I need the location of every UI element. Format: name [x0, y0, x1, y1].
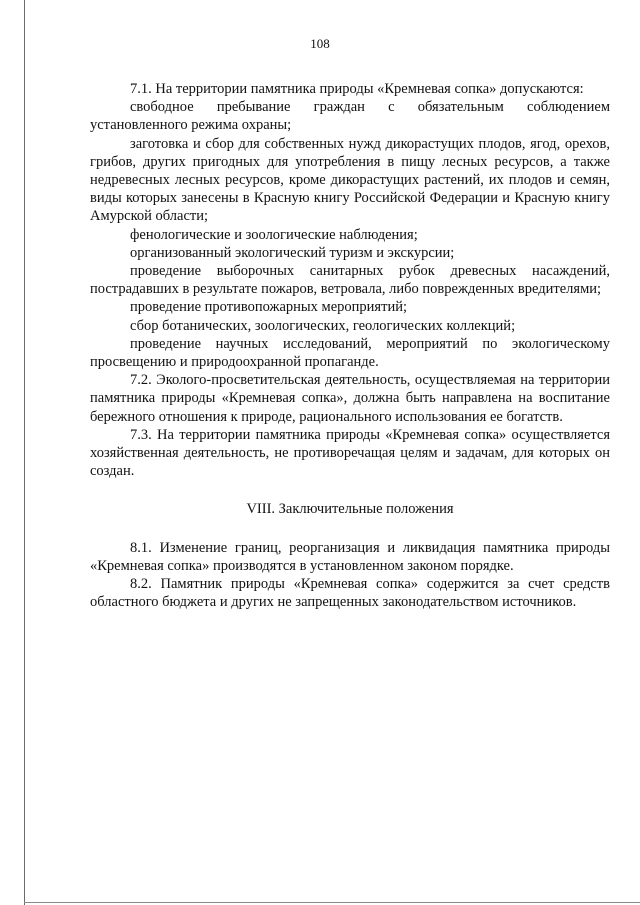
paragraph-tourism: организованный экологический туризм и экскурсии;	[130, 244, 455, 261]
paragraph-collections: сбор ботанических, зоологических, геологических коллекций;	[130, 317, 516, 334]
paragraph-7-1: 7.1. На территории памятника природы «Кремневая сопка» допускаются:	[130, 81, 584, 97]
document-body	[90, 80, 610, 611]
paragraph-free-stay: свободное пребывание граждан с обязательным соблюдением установленного режима охраны;	[90, 99, 610, 134]
paragraph-sanitary-cutting: проведение выборочных санитарных рубок древесных насаждений, пострадавших в результате пожаров, ветровала, либо поврежденных вредителями;	[90, 263, 610, 298]
paragraph-fire-prevention: проведение противопожарных мероприятий;	[130, 299, 407, 316]
paragraph-8-2: 8.2. Памятник природы «Кремневая сопка» содержится за счет средств областного бюджета и других не запрещенных законодательством источников.	[90, 576, 610, 611]
scan-left-edge	[24, 0, 25, 905]
page-number: 108	[310, 36, 330, 51]
paragraph-observations: фенологические и зоологические наблюдения;	[130, 226, 418, 243]
paragraph-8-1: 8.1. Изменение границ, реорганизация и ликвидация памятника природы «Кремневая сопка» производятся в установленном законом порядке.	[90, 539, 610, 574]
section-heading: VIII. Заключительные положения	[246, 501, 454, 518]
paragraph-harvesting: заготовка и сбор для собственных нужд дикорастущих плодов, ягод, орехов, грибов, других пригодных для употребления в пищу лесных ресурсов, а также недревесных лесных ресурсов, кроме дикорастущих растений, их плодов и семян, виды которых занесены в Красную книгу Российской Федерации и Красную книгу Амурской области;	[90, 135, 610, 225]
paragraph-7-3: 7.3. На территории памятника природы «Кремневая сопка» осуществляется хозяйственная деятельность, не противоречащая целям и задачам, для которых он создан.	[90, 426, 610, 480]
scan-bottom-edge	[24, 902, 640, 903]
paragraph-research: проведение научных исследований, мероприятий по экологическому просвещению и природоохранной пропаганде.	[90, 335, 610, 371]
paragraph-7-2: 7.2. Эколого-просветительская деятельность, осуществляемая на территории памятника природы «Кремневая сопка», должна быть направлена на воспитание бережного отношения к природе, рационального использования ее богатств.	[90, 372, 610, 425]
